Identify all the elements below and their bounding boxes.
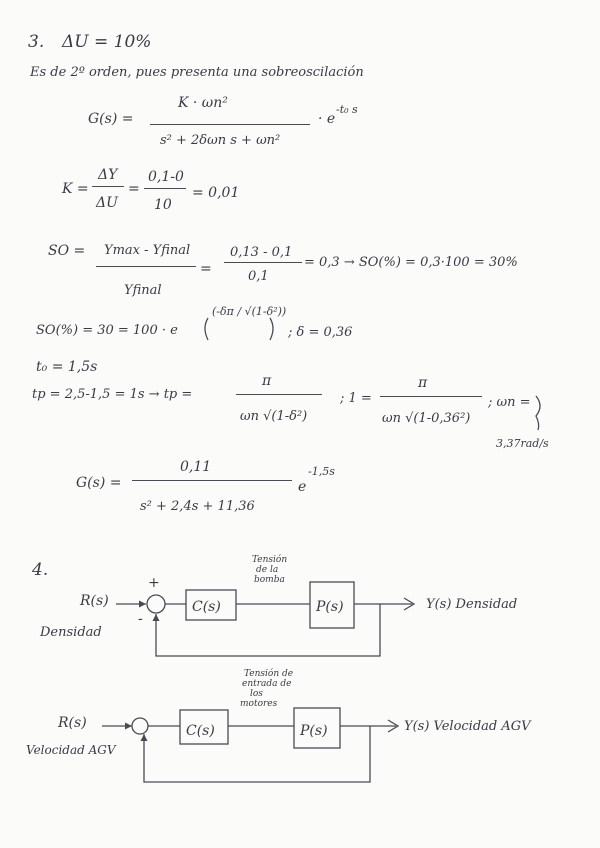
d1-input: R(s) <box>80 593 109 609</box>
d1-plant-block <box>310 582 354 628</box>
d2-input: R(s) <box>58 715 87 731</box>
section-4-number: 4. <box>32 560 49 580</box>
d1-output: Y(s) Densidad <box>426 597 518 612</box>
d1-controller: C(s) <box>192 599 221 615</box>
g-numerator: K · ωn² <box>178 95 228 111</box>
g-exp-base: · e <box>318 111 336 127</box>
tp-den2: ωn √(1-0,36²) <box>382 411 471 426</box>
d1-signal-3: bomba <box>254 575 285 585</box>
tp-semi: ; 1 = <box>340 391 372 406</box>
d2-controller: C(s) <box>186 723 215 739</box>
d1-plus: + <box>148 575 160 591</box>
k-frac1-num: ΔY <box>98 167 118 183</box>
gfinal-den: s² + 2,4s + 11,36 <box>140 499 255 514</box>
k-result: = 0,01 <box>192 185 240 201</box>
d1-controller-block <box>186 590 236 620</box>
d1-feedback-path <box>156 604 380 656</box>
d1-summing-junction <box>147 595 165 613</box>
exp-open-paren <box>205 318 208 340</box>
k-frac2-num: 0,1-0 <box>148 169 184 185</box>
k-frac1-den: ΔU <box>96 195 118 211</box>
d1-signal-2: de la <box>256 565 279 575</box>
d1-input-label: Densidad <box>40 625 102 640</box>
tp-num2: π <box>418 375 428 391</box>
so-num2: 0,13 - 0,1 <box>230 245 293 260</box>
so-pct: SO(%) = 30 = 100 · e <box>36 323 178 338</box>
d2-feedback-path <box>144 723 370 782</box>
g-exp-sup: -t₀ s <box>336 103 358 116</box>
intro-text: Es de 2º orden, pues presenta una sobreoscilación <box>30 65 364 80</box>
tp-line: tp = 2,5-1,5 = 1s → tp = <box>32 387 193 402</box>
d1-feedback-arrowhead <box>153 614 160 621</box>
tp-wn: ; ωn = <box>488 395 531 410</box>
so-result: = 0,3 → SO(%) = 0,3·100 = 30% <box>304 255 518 270</box>
tp-den: ωn √(1-δ²) <box>240 409 308 424</box>
g-denominator: s² + 2δωn s + ωn² <box>160 133 281 148</box>
gfinal-exp-base: e <box>298 479 307 495</box>
so-eq: = <box>200 261 212 277</box>
d2-signal-3: los <box>250 689 263 699</box>
d2-feedback-arrowhead <box>141 734 148 741</box>
d2-signal-4: motores <box>240 699 278 709</box>
k-lhs: K = <box>62 181 89 197</box>
d1-minus: - <box>138 611 143 627</box>
wn-brace <box>536 396 540 430</box>
d2-output: Y(s) Velocidad AGV <box>404 719 531 734</box>
g-lhs: G(s) = <box>88 111 134 127</box>
so-pct-exp: (-δπ / √(1-δ²)) <box>212 305 287 318</box>
t0: t₀ = 1,5s <box>36 359 98 375</box>
section-3-number: 3. <box>28 32 45 52</box>
diagram-2 <box>102 708 398 782</box>
diagram-1 <box>116 582 414 656</box>
d2-signal-2: entrada de <box>242 679 292 689</box>
d2-input-label: Velocidad AGV <box>26 743 116 757</box>
d2-controller-block <box>180 710 228 744</box>
gfinal-lhs: G(s) = <box>76 475 122 491</box>
d1-input-arrowhead <box>139 601 146 608</box>
d1-signal-1: Tensión <box>252 555 288 565</box>
so-numerator: Ymax - Yfinal <box>104 243 191 258</box>
d1-plant: P(s) <box>316 599 344 615</box>
d2-input-arrowhead <box>125 723 132 730</box>
so-denominator: Yfinal <box>124 283 162 298</box>
d2-signal-1: Tensión de <box>244 669 294 679</box>
wn-value: 3,37rad/s <box>496 437 549 450</box>
so-den2: 0,1 <box>248 269 269 284</box>
gfinal-num: 0,11 <box>180 459 212 475</box>
k-eq: = <box>128 181 140 197</box>
delta-u: ΔU = 10% <box>62 32 152 52</box>
d2-plant-block <box>294 708 340 748</box>
exp-close-paren <box>270 318 273 340</box>
tp-num: π <box>262 373 272 389</box>
gfinal-exp-sup: -1,5s <box>308 465 335 478</box>
k-frac2-den: 10 <box>154 197 172 213</box>
d2-plant: P(s) <box>300 723 328 739</box>
so-lhs: SO = <box>48 243 86 259</box>
d2-summing-junction <box>132 718 148 734</box>
so-pct-delta: ; δ = 0,36 <box>288 325 353 340</box>
